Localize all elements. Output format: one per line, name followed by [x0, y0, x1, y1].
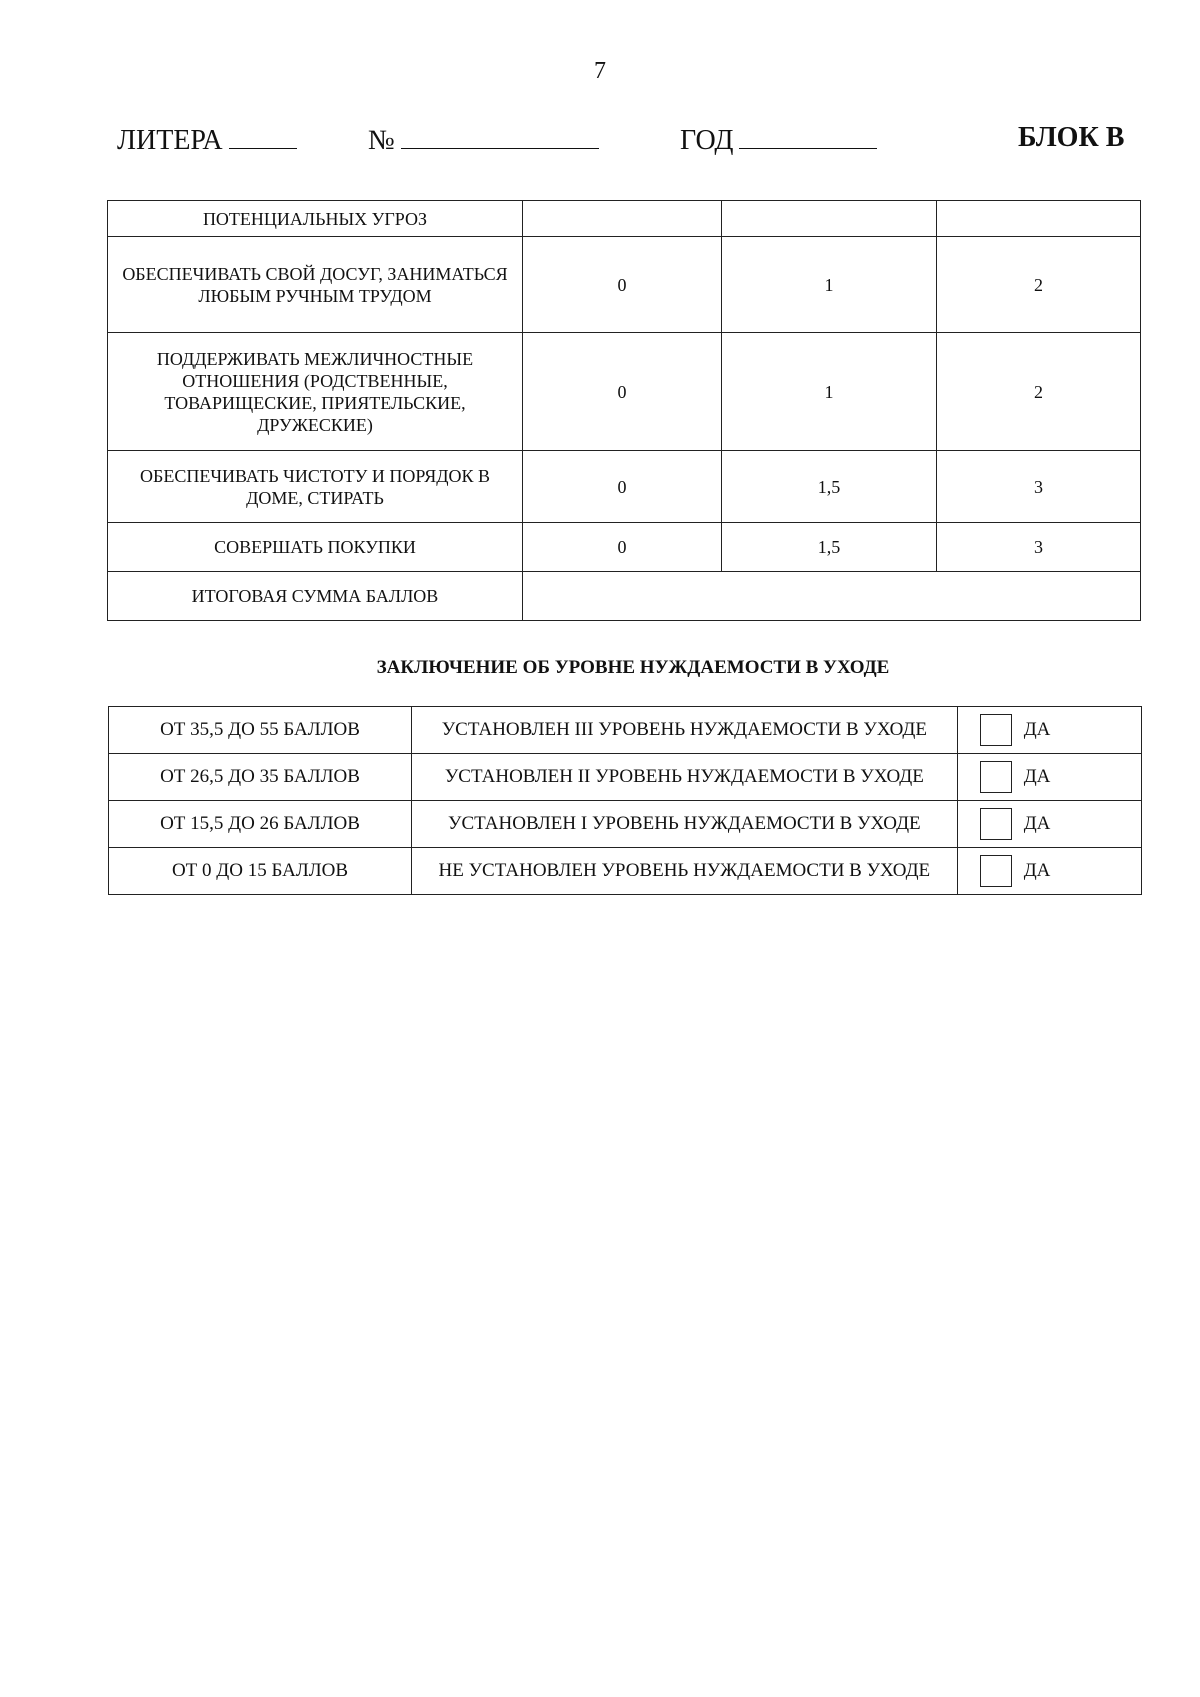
year-label: ГОД	[680, 125, 734, 156]
yes-option	[957, 801, 1141, 848]
score-cell[interactable]: 1	[722, 237, 937, 333]
table-row	[108, 523, 1141, 572]
care-level-result: НЕ УСТАНОВЛЕН УРОВЕНЬ НУЖДАЕМОСТИ В УХОДЕ	[411, 848, 957, 895]
score-cell[interactable]: 0	[523, 523, 722, 572]
score-cell[interactable]: 2	[937, 237, 1141, 333]
total-label: ИТОГОВАЯ СУММА БАЛЛОВ	[108, 572, 523, 621]
yes-label: ДА	[1023, 813, 1051, 834]
activity-cell: ПОДДЕРЖИВАТЬ МЕЖЛИЧНОСТНЫЕ ОТНОШЕНИЯ (РОДСТВЕННЫЕ, ТОВАРИЩЕСКИЕ, ПРИЯТЕЛЬСКИЕ, ДРУЖЕСКИЕ)	[108, 333, 523, 451]
checkbox[interactable]	[980, 761, 1012, 793]
care-level-result: УСТАНОВЛЕН I УРОВЕНЬ НУЖДАЕМОСТИ В УХОДЕ	[411, 801, 957, 848]
conclusion-row	[109, 848, 1142, 895]
conclusion-row	[109, 801, 1142, 848]
table-row	[108, 237, 1141, 333]
checkbox[interactable]	[980, 855, 1012, 887]
form-header	[0, 122, 1200, 162]
block-label: БЛОК В	[1018, 122, 1125, 153]
score-range: ОТ 26,5 ДО 35 БАЛЛОВ	[109, 754, 412, 801]
score-cell[interactable]: 1,5	[722, 451, 937, 523]
score-range: ОТ 35,5 ДО 55 БАЛЛОВ	[109, 707, 412, 754]
yes-label: ДА	[1023, 860, 1051, 881]
activity-cell: ПОТЕНЦИАЛЬНЫХ УГРОЗ	[108, 201, 523, 237]
yes-option	[957, 848, 1141, 895]
number-input[interactable]	[401, 122, 599, 149]
year-input[interactable]	[739, 122, 877, 149]
table-row-total	[108, 572, 1141, 621]
year-field	[680, 122, 877, 157]
conclusion-row	[109, 754, 1142, 801]
yes-option	[957, 754, 1141, 801]
score-cell[interactable]: 0	[523, 237, 722, 333]
yes-label: ДА	[1023, 719, 1051, 740]
score-range: ОТ 15,5 ДО 26 БАЛЛОВ	[109, 801, 412, 848]
activity-cell: СОВЕРШАТЬ ПОКУПКИ	[108, 523, 523, 572]
conclusion-table	[108, 706, 1142, 895]
care-level-result: УСТАНОВЛЕН II УРОВЕНЬ НУЖДАЕМОСТИ В УХОДЕ	[411, 754, 957, 801]
checkbox[interactable]	[980, 714, 1012, 746]
score-cell	[523, 201, 722, 237]
litera-input[interactable]	[229, 122, 297, 149]
care-level-result: УСТАНОВЛЕН III УРОВЕНЬ НУЖДАЕМОСТИ В УХОДЕ	[411, 707, 957, 754]
conclusion-row	[109, 707, 1142, 754]
yes-label: ДА	[1023, 766, 1051, 787]
conclusion-title: ЗАКЛЮЧЕНИЕ ОБ УРОВНЕ НУЖДАЕМОСТИ В УХОДЕ	[376, 657, 890, 678]
yes-option	[957, 707, 1141, 754]
score-cell[interactable]: 2	[937, 333, 1141, 451]
page-number: 7	[594, 58, 606, 84]
table-row	[108, 333, 1141, 451]
score-cell[interactable]: 0	[523, 451, 722, 523]
score-cell[interactable]: 0	[523, 333, 722, 451]
table-row	[108, 201, 1141, 237]
total-value-cell[interactable]	[523, 572, 1141, 621]
checkbox[interactable]	[980, 808, 1012, 840]
score-cell	[937, 201, 1141, 237]
score-cell	[722, 201, 937, 237]
score-cell[interactable]: 1	[722, 333, 937, 451]
number-label: №	[368, 125, 395, 156]
number-field	[368, 122, 599, 157]
activity-cell: ОБЕСПЕЧИВАТЬ СВОЙ ДОСУГ, ЗАНИМАТЬСЯ ЛЮБЫМ РУЧНЫМ ТРУДОМ	[108, 237, 523, 333]
score-range: ОТ 0 ДО 15 БАЛЛОВ	[109, 848, 412, 895]
score-cell[interactable]: 3	[937, 523, 1141, 572]
litera-label: ЛИТЕРА	[117, 125, 223, 156]
score-cell[interactable]: 1,5	[722, 523, 937, 572]
score-table	[107, 200, 1141, 621]
activity-cell: ОБЕСПЕЧИВАТЬ ЧИСТОТУ И ПОРЯДОК В ДОМЕ, СТИРАТЬ	[108, 451, 523, 523]
table-row	[108, 451, 1141, 523]
litera-field	[117, 122, 297, 157]
score-cell[interactable]: 3	[937, 451, 1141, 523]
